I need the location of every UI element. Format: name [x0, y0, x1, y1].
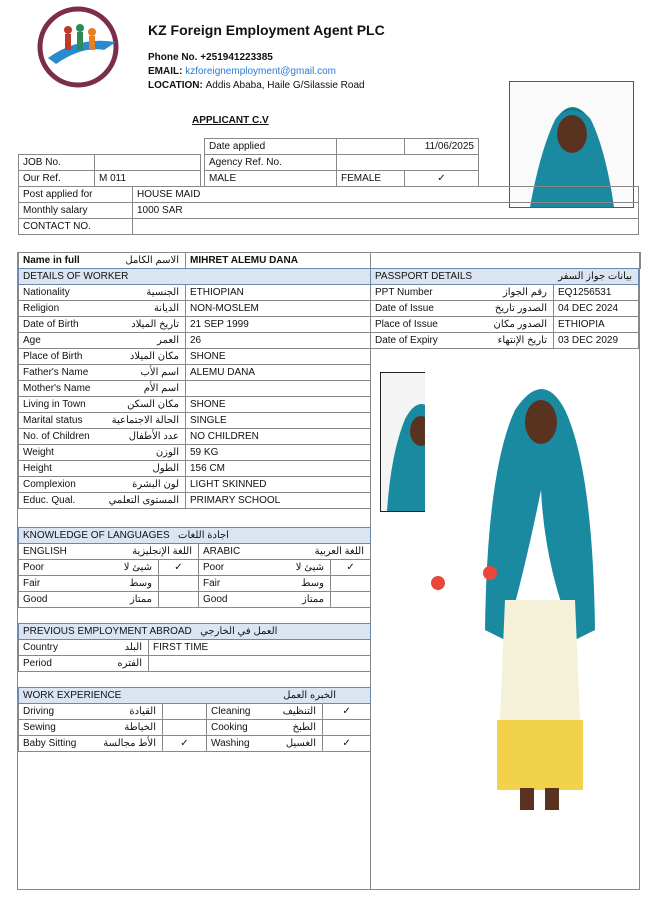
previous-employment-table: [18, 623, 371, 672]
work-skill-right: [207, 736, 323, 752]
name-value: MIHRET ALEMU DANA: [186, 253, 641, 269]
arabic-level-check: ✓: [331, 560, 371, 576]
english-level-en: Good: [23, 594, 48, 605]
languages-header: KNOWLEDGE OF LANGUAGES: [23, 530, 170, 541]
detail-value: ETHIOPIAN: [186, 285, 371, 301]
detail-label-en: Weight: [23, 447, 54, 458]
contact-value: [133, 219, 639, 235]
detail-label: [19, 477, 186, 493]
company-location-line: [148, 80, 365, 91]
detail-value: SHONE: [186, 397, 371, 413]
email-link[interactable]: kzforeignemployment@gmail.com: [185, 66, 336, 77]
detail-label-wrap: [23, 495, 181, 506]
english-label: ENGLISH: [23, 546, 67, 557]
english-level: [19, 592, 159, 608]
english-level-en: Fair: [23, 578, 41, 589]
detail-label-wrap: [23, 383, 181, 394]
detail-row: [19, 477, 371, 493]
arabic-level-ar: شيئ لا: [295, 562, 324, 573]
detail-label-ar: مكان السكن: [127, 399, 179, 410]
female-label: FEMALE: [337, 171, 405, 187]
english-level-check: ✓: [159, 560, 199, 576]
arabic-level-en: Fair: [203, 578, 221, 589]
date-applied-label: Date applied: [205, 139, 337, 155]
country-value: FIRST TIME: [149, 640, 371, 656]
detail-label: [19, 493, 186, 509]
post-table: [18, 186, 639, 235]
detail-row: [19, 461, 371, 477]
arabic-level-ar: وسط: [301, 578, 324, 589]
english-level: [19, 576, 159, 592]
arabic-level-en: Good: [203, 594, 228, 605]
detail-row: [19, 381, 371, 397]
name-label: Name in full: [23, 255, 80, 266]
detail-label-wrap: [23, 367, 181, 378]
detail-value: ALEMU DANA: [186, 365, 371, 381]
arabic-level-wrap: [203, 578, 326, 589]
english-level-check: [159, 592, 199, 608]
our-ref-value: M 011: [95, 171, 201, 187]
english-level-ar: وسط: [129, 578, 152, 589]
agency-ref-label: Agency Ref. No.: [205, 155, 337, 171]
detail-value: 156 CM: [186, 461, 371, 477]
cv-title: APPLICANT C.V: [192, 115, 269, 126]
red-dot-right: [483, 566, 497, 580]
passport-header-ar: بيانات جواز السفر: [558, 271, 633, 282]
passport-row: [371, 301, 639, 317]
detail-value: [186, 381, 371, 397]
english-level-wrap: [23, 562, 154, 573]
detail-label: [19, 445, 186, 461]
detail-label-ar: الديانة: [153, 303, 179, 314]
detail-value: PRIMARY SCHOOL: [186, 493, 371, 509]
english-level-wrap: [23, 578, 154, 589]
arabic-level-wrap: [203, 594, 326, 605]
passport-label: [371, 301, 554, 317]
worker-details-table: [18, 268, 371, 509]
passport-value: 04 DEC 2024: [554, 301, 639, 317]
english-level-en: Poor: [23, 562, 45, 573]
detail-row: [19, 365, 371, 381]
work-skill-left-en: Sewing: [23, 722, 56, 733]
work-skill-right-ar: التنظيف: [282, 706, 316, 717]
company-phone-line: [148, 52, 273, 63]
work-experience-table: [18, 687, 371, 752]
work-skill-right-check: ✓: [323, 736, 371, 752]
detail-label-en: Mother's Name: [23, 383, 91, 394]
detail-label-wrap: [23, 431, 181, 442]
work-skill-left-wrap: [23, 738, 158, 749]
english-level: [19, 560, 159, 576]
our-ref-label: Our Ref.: [19, 171, 95, 187]
work-skill-right-ar: الغسيل: [285, 738, 316, 749]
location-value: Addis Ababa, Haile G/Silassie Road: [205, 80, 365, 91]
detail-value: 26: [186, 333, 371, 349]
arabic-level: [199, 576, 331, 592]
male-label: MALE: [205, 171, 337, 187]
detail-label-en: Religion: [23, 303, 60, 314]
passport-label-ar: رقم الجواز: [502, 287, 547, 298]
detail-label-ar: لون البشرة: [132, 479, 179, 490]
work-skill-left-ar: الخياطة: [124, 722, 156, 733]
passport-label-wrap: [375, 335, 549, 346]
detail-label-wrap: [23, 335, 181, 346]
details-header: DETAILS OF WORKER: [19, 269, 371, 285]
job-no-label: JOB No.: [19, 155, 95, 171]
work-skill-right-wrap: [211, 738, 318, 749]
detail-label-en: Nationality: [23, 287, 70, 298]
detail-label-ar: تاريخ الميلاد: [131, 319, 179, 330]
language-level-row: [19, 576, 371, 592]
email-label: EMAIL:: [148, 66, 183, 77]
detail-row: [19, 285, 371, 301]
work-skill-left-ar: القيادة: [129, 706, 156, 717]
passport-value: ETHIOPIA: [554, 317, 639, 333]
work-header: WORK EXPERIENCE: [23, 690, 122, 701]
passport-row: [371, 317, 639, 333]
work-header-ar: الخبره العمل: [283, 690, 337, 701]
detail-label: [19, 301, 186, 317]
detail-value: NO CHILDREN: [186, 429, 371, 445]
date-applied-value: 11/06/2025: [405, 139, 479, 155]
detail-label-en: Father's Name: [23, 367, 89, 378]
contact-label: CONTACT NO.: [19, 219, 133, 235]
country-label-ar: البلد: [124, 642, 142, 653]
detail-label: [19, 317, 186, 333]
detail-label-wrap: [23, 415, 181, 426]
detail-row: [19, 413, 371, 429]
detail-label-en: Date of Birth: [23, 319, 79, 330]
previous-header: PREVIOUS EMPLOYMENT ABROAD: [23, 626, 192, 637]
phone-label: Phone No.: [148, 52, 198, 63]
work-skill-right-check: ✓: [323, 704, 371, 720]
arabic-level-en: Poor: [203, 562, 225, 573]
detail-label-ar: الطول: [152, 463, 179, 474]
passport-row: [371, 333, 639, 349]
detail-label-ar: المستوى التعلمي: [108, 495, 179, 506]
detail-row: [19, 349, 371, 365]
country-label: Country: [23, 642, 59, 653]
name-label-ar: الاسم الكامل: [125, 255, 179, 266]
detail-row: [19, 317, 371, 333]
previous-header-ar: العمل في الخارجي: [200, 626, 278, 637]
work-skill-left: [19, 720, 163, 736]
english-level-ar: ممتاز: [129, 594, 152, 605]
arabic-level-check: [331, 576, 371, 592]
detail-label-en: Living in Town: [23, 399, 86, 410]
post-value: HOUSE MAID: [133, 187, 639, 203]
salary-label: Monthly salary: [19, 203, 133, 219]
female-check: ✓: [405, 171, 479, 187]
passport-label-en: Date of Issue: [375, 303, 434, 314]
passport-label: [371, 333, 554, 349]
work-skill-left: [19, 736, 163, 752]
red-dot-left: [431, 576, 445, 590]
work-skill-left-ar: الأط مجالسة: [103, 738, 156, 749]
detail-label-en: Marital status: [23, 415, 83, 426]
detail-label-ar: الجنسية: [146, 287, 179, 298]
work-skill-left-en: Baby Sitting: [23, 738, 77, 749]
detail-label-en: Height: [23, 463, 52, 474]
detail-label-wrap: [23, 463, 181, 474]
detail-label: [19, 397, 186, 413]
passport-label-ar: تاريخ الإنتهاء: [497, 335, 547, 346]
passport-label-en: Date of Expiry: [375, 335, 438, 346]
detail-value: 59 KG: [186, 445, 371, 461]
detail-label-ar: عدد الأطفال: [128, 431, 179, 442]
detail-label: [19, 461, 186, 477]
arabic-level-wrap: [203, 562, 326, 573]
detail-value: SHONE: [186, 349, 371, 365]
work-row: [19, 704, 371, 720]
languages-table: [18, 527, 371, 608]
language-level-row: [19, 592, 371, 608]
work-skill-right-ar: الطبخ: [292, 722, 316, 733]
detail-value: NON-MOSLEM: [186, 301, 371, 317]
detail-row: [19, 301, 371, 317]
detail-label-en: Place of Birth: [23, 351, 83, 362]
detail-label-ar: الحالة الاجتماعية: [111, 415, 179, 426]
company-email-line: [148, 66, 336, 77]
detail-label-en: Age: [23, 335, 41, 346]
arabic-level-ar: ممتاز: [301, 594, 324, 605]
passport-table: [370, 268, 639, 349]
detail-label-wrap: [23, 287, 181, 298]
passport-row: [371, 285, 639, 301]
passport-label-wrap: [375, 287, 549, 298]
detail-label: [19, 349, 186, 365]
english-label-ar: اللغة الإنجليزية: [132, 546, 192, 557]
work-skill-left-check: [163, 704, 207, 720]
detail-value: SINGLE: [186, 413, 371, 429]
work-skill-left-wrap: [23, 722, 158, 733]
detail-label-ar: اسم الأب: [140, 367, 179, 378]
passport-label-wrap: [375, 319, 549, 330]
work-skill-right-wrap: [211, 706, 318, 717]
detail-label-ar: اسم الأم: [143, 383, 179, 394]
detail-row: [19, 397, 371, 413]
passport-label: [371, 285, 554, 301]
work-skill-right: [207, 720, 323, 736]
work-skill-left-wrap: [23, 706, 158, 717]
detail-label: [19, 365, 186, 381]
passport-label-wrap: [375, 303, 549, 314]
detail-row: [19, 333, 371, 349]
salary-value: 1000 SAR: [133, 203, 639, 219]
detail-label: [19, 429, 186, 445]
passport-label: [371, 317, 554, 333]
detail-label: [19, 285, 186, 301]
work-row: [19, 720, 371, 736]
detail-label-wrap: [23, 319, 181, 330]
detail-row: [19, 429, 371, 445]
detail-label: [19, 413, 186, 429]
work-skill-right-check: [323, 720, 371, 736]
detail-value: LIGHT SKINNED: [186, 477, 371, 493]
detail-label-ar: الوزن: [155, 447, 179, 458]
full-body-photo: [425, 370, 633, 822]
work-row: [19, 736, 371, 752]
work-skill-right-wrap: [211, 722, 318, 733]
period-label: Period: [23, 658, 52, 669]
arabic-level-check: [331, 592, 371, 608]
work-skill-right-en: Washing: [211, 738, 250, 749]
detail-label-ar: مكان الميلاد: [129, 351, 179, 362]
work-skill-right: [207, 704, 323, 720]
detail-value: 21 SEP 1999: [186, 317, 371, 333]
detail-label-ar: العمر: [157, 335, 179, 346]
arabic-level: [199, 592, 331, 608]
detail-label: [19, 333, 186, 349]
language-level-row: [19, 560, 371, 576]
passport-label-ar: الصدور مكان: [493, 319, 547, 330]
work-skill-left-check: ✓: [163, 736, 207, 752]
period-label-ar: الفتره: [117, 658, 142, 669]
period-value: [149, 656, 371, 672]
english-level-ar: شيئ لا: [123, 562, 152, 573]
work-skill-left: [19, 704, 163, 720]
passport-value: 03 DEC 2029: [554, 333, 639, 349]
passport-value: EQ1256531: [554, 285, 639, 301]
detail-label-wrap: [23, 447, 181, 458]
passport-label-ar: الصدور تاريخ: [494, 303, 547, 314]
phone-value: +251941223385: [200, 52, 273, 63]
detail-label: [19, 381, 186, 397]
company-name: KZ Foreign Employment Agent PLC: [148, 22, 385, 38]
detail-label-wrap: [23, 399, 181, 410]
company-logo: [34, 6, 122, 88]
detail-label-wrap: [23, 351, 181, 362]
detail-row: [19, 445, 371, 461]
detail-label-wrap: [23, 479, 181, 490]
detail-label-en: Complexion: [23, 479, 76, 490]
detail-label-en: Educ. Qual.: [23, 495, 76, 506]
languages-header-ar: اجادة اللغات: [178, 530, 229, 541]
arabic-label: ARABIC: [203, 546, 241, 557]
location-label: LOCATION:: [148, 80, 203, 91]
detail-label-wrap: [23, 303, 181, 314]
name-table: [18, 252, 641, 269]
passport-label-en: PPT Number: [375, 287, 433, 298]
english-level-wrap: [23, 594, 154, 605]
reference-table: [18, 138, 479, 187]
work-skill-left-check: [163, 720, 207, 736]
post-label: Post applied for: [19, 187, 133, 203]
work-skill-left-en: Driving: [23, 706, 55, 717]
work-skill-right-en: Cooking: [211, 722, 248, 733]
detail-label-en: No. of Children: [23, 431, 90, 442]
arabic-level: [199, 560, 331, 576]
passport-header: PASSPORT DETAILS: [375, 271, 473, 282]
arabic-label-ar: اللغة العربية: [314, 546, 365, 557]
work-skill-right-en: Cleaning: [211, 706, 251, 717]
detail-row: [19, 493, 371, 509]
passport-label-en: Place of Issue: [375, 319, 438, 330]
english-level-check: [159, 576, 199, 592]
